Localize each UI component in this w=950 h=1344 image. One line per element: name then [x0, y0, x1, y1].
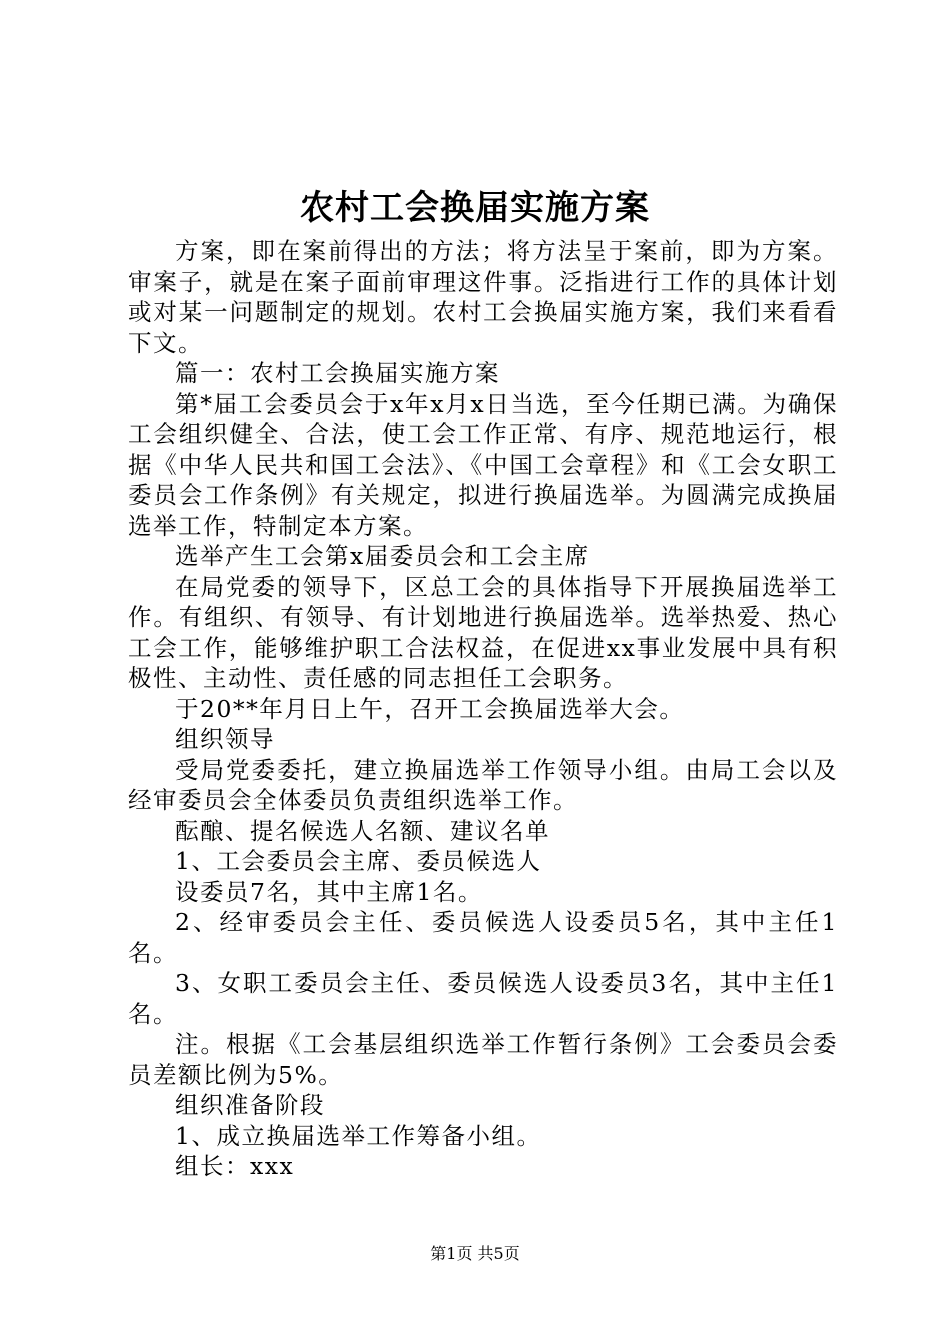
paragraph-intro: 方案，即在案前得出的方法；将方法呈于案前，即为方案。审案子，就是在案子面前审理这件事。泛指进行工作的具体计划或对某一问题制定的规划。农村工会换届实施方案，我们来看看下文。: [128, 237, 838, 357]
page-footer: 第1页 共5页: [430, 1244, 520, 1263]
paragraph-goal: 选举产生工会第x届委员会和工会主席: [175, 542, 590, 570]
paragraph-meeting-time: 于20**年月日上午，召开工会换届选举大会。: [175, 694, 685, 723]
paragraph-group-leader: 组长：xxx: [175, 1152, 295, 1180]
paragraph-leadership: 受局党委委托，建立换届选举工作领导小组。由局工会以及经审委员会全体委员负责组织选举工作。: [128, 755, 838, 814]
paragraph-preparation-heading: 组织准备阶段: [175, 1091, 325, 1119]
paragraph-nomination-heading: 酝酿、提名候选人名额、建议名单: [175, 816, 550, 845]
paragraph-item-1-detail: 设委员7名，其中主席1名。: [175, 877, 483, 906]
paragraph-leadership-heading: 组织领导: [175, 725, 275, 753]
paragraph-item-3: 3、女职工委员会主任、委员候选人设委员3名，其中主任1名。: [128, 969, 838, 1028]
paragraph-guidance: 在局党委的领导下，区总工会的具体指导下开展换届选举工作。有组织、有领导、有计划地进行换届选举。选举热爱、热心工会工作，能够维护职工合法权益，在促进xx事业发展中具有积极性、主动性、责任感的同志担任工会职务。: [128, 572, 838, 692]
paragraph-preparation-1: 1、成立换届选举工作筹备小组。: [175, 1121, 542, 1150]
paragraph-section-heading: 篇一：农村工会换届实施方案: [175, 359, 500, 387]
document-title: 农村工会换届实施方案: [300, 188, 650, 228]
paragraph-item-2: 2、经审委员会主任、委员候选人设委员5名，其中主任1名。: [128, 908, 838, 967]
paragraph-item-1: 1、工会委员会主席、委员候选人: [175, 847, 542, 875]
paragraph-background: 第*届工会委员会于x年x月x日当选，至今任期已满。为确保工会组织健全、合法，使工会工作正常、有序、规范地运行，根据《中华人民共和国工会法》、《中国工会章程》和《工会女职工委员会工作条例》有关规定，拟进行换届选举。为圆满完成换届选举工作，特制定本方案。: [128, 389, 838, 540]
document-body: [128, 236, 838, 1182]
paragraph-note: 注。根据《工会基层组织选举工作暂行条例》工会委员会委员差额比例为5%。: [128, 1030, 838, 1089]
